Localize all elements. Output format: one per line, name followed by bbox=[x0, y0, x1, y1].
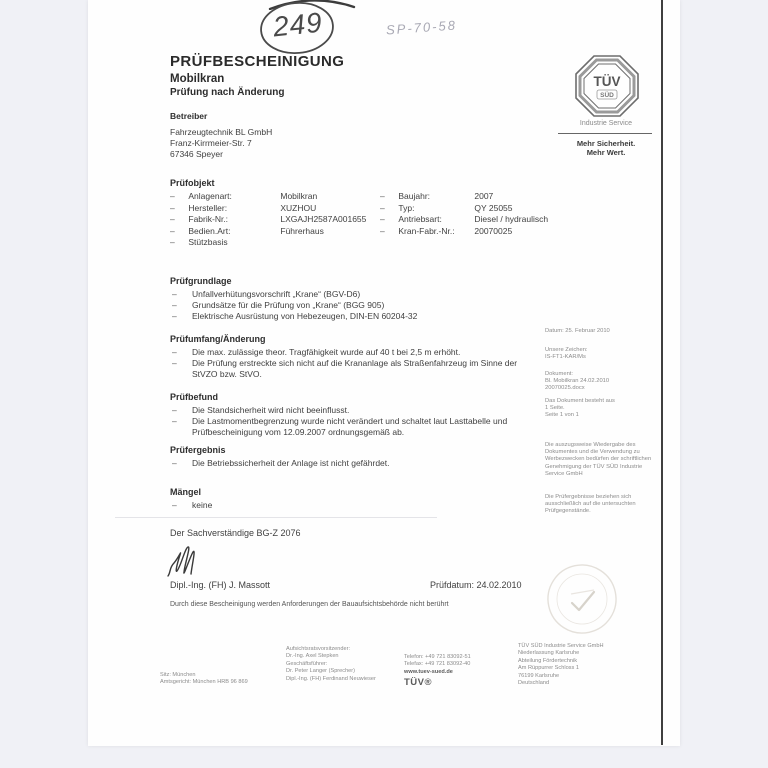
mangel-heading: Mängel bbox=[170, 487, 202, 497]
betreiber-heading: Betreiber bbox=[170, 111, 208, 121]
footer-management: Aufsichtsratsvorsitzender: Dr.-Ing. Axel Stepken Geschäftsführer: Dr. Peter Langer (Sprecher) Dipl.-Ing. (FH) Ferdinand Neuwieser bbox=[286, 646, 376, 682]
sidebar-zeichen: Unsere Zeichen: IS-FT1-KAR/Ms bbox=[545, 347, 588, 361]
section-prufumfang bbox=[170, 334, 542, 380]
sidebar-page-count: Das Dokument besteht aus 1 Seite. Seite 1 von 1 bbox=[545, 398, 615, 419]
footer-contact bbox=[404, 654, 471, 687]
expert-name: Dipl.-Ing. (FH) J. Massott bbox=[170, 580, 271, 590]
document-page bbox=[88, 0, 680, 746]
prufbefund-heading: Prüfbefund bbox=[170, 392, 218, 402]
field-stutzbasis: – Stützbasis bbox=[170, 237, 366, 249]
logo-division-label: Industrie Service bbox=[579, 120, 633, 127]
field-kran-fabr-nr: – Kran-Fabr.-Nr.: 20070025 bbox=[380, 226, 548, 238]
sidebar-datum: Datum: 25. Februar 2010 bbox=[545, 328, 610, 334]
prufgrundlage-heading: Prüfgrundlage bbox=[170, 276, 232, 286]
brand-slogan: Mehr Sicherheit. Mehr Wert. bbox=[576, 139, 636, 157]
page-subtitle: Mobilkran bbox=[170, 73, 225, 85]
prufumfang-heading: Prüfumfang/Änderung bbox=[170, 334, 266, 344]
prufobjekt-right-column bbox=[380, 191, 548, 237]
section-prufergebnis bbox=[170, 445, 542, 469]
certification-stamp-icon bbox=[544, 561, 620, 637]
prufgrundlage-item: – Elektrische Ausrüstung von Hebezeugen, DIN-EN 60204-32 bbox=[170, 311, 542, 322]
building-authority-note: Durch diese Bescheinigung werden Anforderungen der Bauaufsichtsbehörde nicht berührt bbox=[170, 601, 449, 608]
field-baujahr: – Baujahr: 2007 bbox=[380, 191, 548, 203]
prufobjekt-heading: Prüfobjekt bbox=[170, 178, 215, 188]
footer-phone: Telefon: +49 721 83092-51 bbox=[404, 654, 471, 660]
prufumfang-item: – Die max. zulässige theor. Tragfähigkeit wurde auf 40 t bei 2,5 m erhöht. bbox=[170, 347, 542, 358]
prufbefund-item: – Die Lastmomentbegrenzung wurde nicht verändert und schaltet laut Lasttabelle und Prüfbescheinigung vom 12.09.2007 ordnungsgemäß ab. bbox=[170, 416, 542, 438]
field-bedienart: – Bedien.Art: Führerhaus bbox=[170, 226, 366, 238]
field-typ: – Typ: QY 25055 bbox=[380, 203, 548, 215]
betreiber-city: 67346 Speyer bbox=[170, 149, 223, 159]
prufobjekt-left-column bbox=[170, 191, 366, 249]
expert-line: Der Sachverständige BG-Z 2076 bbox=[170, 528, 301, 538]
handwritten-plate-number: SP-70-58 bbox=[385, 17, 458, 38]
tuv-footer-logo-icon: TÜV® bbox=[404, 677, 432, 689]
prufdatum: Prüfdatum: 24.02.2010 bbox=[430, 580, 522, 590]
sidebar-copyright-note: Die auszugsweise Wiedergabe des Dokumentes und die Verwendung zu Werbezwecken bedürfen der schriftlichen Genehmigung der TÜV SÜD Industrie Service GmbH bbox=[545, 442, 652, 477]
sidebar-divider bbox=[558, 133, 652, 134]
footer-company-address: TÜV SÜD Industrie Service GmbH Niederlassung Karlsruhe Abteilung Fördertechnik Am Rüppurrer Schloss 1 76199 Karlsruhe Deutschland bbox=[518, 643, 604, 687]
section-prufgrundlage bbox=[170, 276, 542, 322]
section-prufbefund bbox=[170, 392, 542, 438]
betreiber-company: Fahrzeugtechnik BL GmbH bbox=[170, 127, 273, 137]
svg-text:TÜV: TÜV bbox=[593, 74, 621, 89]
field-fabrik-nr: – Fabrik-Nr.: LXGAJH2587A001655 bbox=[170, 214, 366, 226]
signature-icon bbox=[166, 545, 216, 581]
prufbefund-item: – Die Standsicherheit wird nicht beeinflusst. bbox=[170, 405, 542, 416]
prufgrundlage-item: – Grundsätze für die Prüfung von „Krane“ (BGG 905) bbox=[170, 300, 542, 311]
footer-website: www.tuev-sued.de bbox=[404, 668, 453, 675]
sidebar-scope-note: Die Prüfergebnisse beziehen sich ausschließlich auf die untersuchten Prüfgegenstände. bbox=[545, 494, 636, 515]
page-title: PRÜFBESCHEINIGUNG bbox=[170, 53, 345, 70]
handwritten-number-text: 249 bbox=[271, 6, 325, 43]
betreiber-address bbox=[170, 127, 272, 160]
prufergebnis-item: – Die Betriebssicherheit der Anlage ist nicht gefährdet. bbox=[170, 458, 542, 469]
fold-line bbox=[115, 517, 437, 518]
mangel-item: – keine bbox=[170, 500, 542, 511]
footer-registry: Sitz: München Amtsgericht: München HRB 96 869 bbox=[160, 672, 248, 686]
section-mangel bbox=[170, 487, 542, 511]
page-subtitle2: Prüfung nach Änderung bbox=[170, 87, 285, 98]
prufergebnis-heading: Prüfergebnis bbox=[170, 445, 226, 455]
field-hersteller: – Hersteller: XUZHOU bbox=[170, 203, 366, 215]
svg-text:SÜD: SÜD bbox=[600, 92, 614, 99]
sidebar-dokument: Dokument: Bl. Mobilkran 24.02.2010 20070025.docx bbox=[545, 371, 610, 392]
prufgrundlage-item: – Unfallverhütungsvorschrift „Krane“ (BGV-D6) bbox=[170, 289, 542, 300]
prufumfang-item: – Die Prüfung erstreckte sich nicht auf die Krananlage als Straßenfahrzeug im Sinne der StVZO bzw. StVO. bbox=[170, 358, 542, 380]
betreiber-street: Franz-Kirrmeier-Str. 7 bbox=[170, 138, 252, 148]
footer-fax: Telefax: +49 721 83092-40 bbox=[404, 661, 471, 668]
scan-edge-line bbox=[661, 0, 663, 745]
document-header bbox=[170, 53, 344, 98]
field-anlagenart: – Anlagenart: Mobilkran bbox=[170, 191, 366, 203]
tuv-sud-logo-icon bbox=[575, 55, 639, 117]
field-antriebsart: – Antriebsart: Diesel / hydraulisch bbox=[380, 214, 548, 226]
handwritten-page-number bbox=[258, 1, 336, 55]
